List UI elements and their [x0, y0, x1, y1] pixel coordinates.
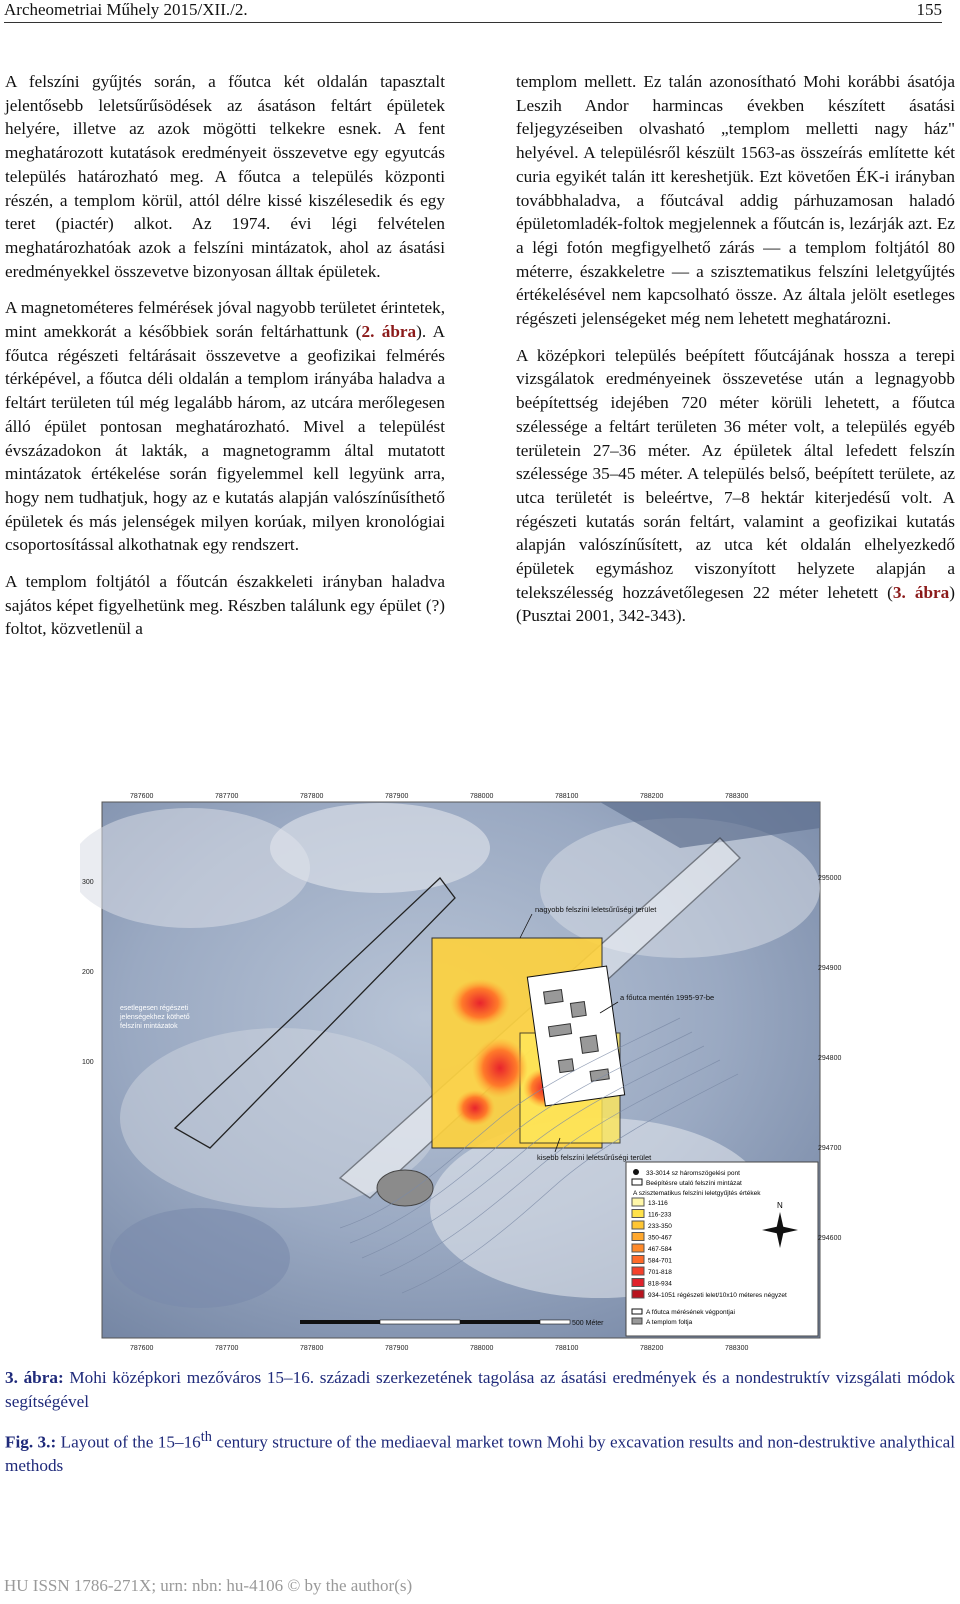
legend-swatch	[632, 1267, 644, 1275]
photo-patch	[80, 808, 310, 928]
paragraph: A középkori település beépített főutcájának hossza a terepi vizsgálatok eredményeinek összevetése után a legnagyobb beépítettség idejében 720 méter körüli lehetett, a főutca szélessége a feltárt területen 36 méter volt, a település egyéb területein 27–36 méter. Az épületek által lefedett felszín szélessége 35–45 méter. A település belső, beépített területe, az utca területét is beleértve, 7–8 hektár kiterjedésű volt. A régészeti kutatás során feltárt, valamint a geofizikai kutatás alapján valószínűsített, az utca két oldalán elhelyezkedő épületek egymáshoz viszonyított helyzete alapján a telekszélesség hozzávetőlegesen 22 méter lehetett (3. ábra) (Pusztai 2001, 342-343).	[516, 345, 956, 626]
label-possible-features: esetlegesen régészeti	[120, 1005, 189, 1012]
tick-label: 788300	[725, 793, 749, 800]
hotspot	[472, 1038, 528, 1098]
journal-title: Archeometriai Műhely 2015/XII./2.	[4, 0, 248, 19]
label-small-zone: kisebb felszíni leletsűrűségi terület	[537, 1153, 652, 1162]
right-column	[516, 70, 955, 641]
tick-label: 294600	[818, 1235, 842, 1242]
figure-reference[interactable]: 3. ábra	[892, 582, 950, 602]
tick-label: 788000	[470, 1345, 494, 1352]
legend-item: 233-350	[648, 1223, 672, 1230]
tick-label: 788300	[725, 1345, 749, 1352]
scale-label: 500 Méter	[572, 1320, 604, 1327]
legend-item: 818-934	[648, 1280, 672, 1288]
tick-label: 294900	[818, 965, 842, 972]
legend-swatch	[632, 1198, 644, 1206]
tick-label: 788100	[555, 793, 579, 800]
tick-label: 788000	[470, 793, 494, 800]
caption-text: century structure of the mediaeval market town Mohi by excavation results and non-destruktive analythical methods	[5, 1432, 956, 1476]
tick-label: 788100	[555, 1345, 579, 1352]
caption-text: Layout of the 15–16	[60, 1432, 201, 1452]
legend-swatch	[632, 1279, 644, 1287]
legend-swatch	[632, 1210, 644, 1218]
caption-hungarian	[5, 1366, 955, 1413]
tick-label: 300	[82, 879, 94, 886]
tick-label: 787800	[300, 793, 324, 800]
label-possible-features: jelenségekhez köthető	[120, 1014, 190, 1021]
legend-item: 350-467	[648, 1234, 672, 1242]
photo-patch	[110, 1208, 290, 1308]
caption-label: 3. ábra:	[5, 1368, 64, 1387]
photo-patch	[270, 803, 490, 893]
legend-item: A főutca mérésének végpontjai	[646, 1309, 735, 1316]
label-large-zone: nagyobb felszíni leletsűrűségi terület	[535, 905, 657, 914]
figure-reference[interactable]: 2. ábra	[361, 322, 417, 342]
north-label: N	[777, 1201, 783, 1210]
label-possible-features: felszíni mintázatok	[120, 1023, 178, 1030]
caption-label: Fig. 3.:	[5, 1432, 57, 1452]
caption-english	[5, 1426, 955, 1478]
running-header	[4, 0, 942, 23]
tick-label: 294800	[818, 1055, 842, 1062]
tick-label: 295000	[818, 875, 842, 882]
tick-label: 787900	[385, 793, 409, 800]
tick-label: 787600	[130, 793, 154, 800]
tick-label: 787600	[130, 1345, 154, 1352]
legend-item: 467-584	[648, 1246, 672, 1253]
page-number: 155	[916, 0, 942, 19]
tick-label: 100	[82, 1059, 94, 1066]
legend-swatch	[632, 1221, 644, 1229]
legend-item: 33-3014 sz háromszögelési pont	[646, 1170, 740, 1177]
church-spot	[377, 1170, 433, 1206]
hotspot	[450, 979, 510, 1027]
tick-label: 200	[82, 969, 94, 976]
legend-swatch	[633, 1169, 639, 1175]
legend-swatch	[632, 1309, 642, 1314]
map-svg	[80, 788, 850, 1354]
tick-label: 788200	[640, 1345, 664, 1352]
legend-item: Beépítésre utaló felszíni mintázat	[646, 1180, 742, 1187]
left-column	[5, 70, 445, 654]
label-excavation: a főutca mentén 1995-97-be	[620, 993, 715, 1002]
legend-swatch	[632, 1233, 644, 1241]
caption-text: Mohi középkori mezőváros 15–16. századi szerkezetének tagolása az ásatási eredmények és a nondestruktív vizsgálati módok segítségével	[5, 1368, 955, 1411]
figure-3-map	[80, 788, 850, 1354]
legend-item: 13-116	[648, 1200, 668, 1207]
footer: HU ISSN 1786-271X; urn: nbn: hu-4106 © by the author(s)	[4, 1576, 413, 1595]
tick-label: 787700	[215, 793, 239, 800]
legend-swatch	[632, 1290, 644, 1298]
legend-swatch	[632, 1256, 644, 1264]
tick-label: 787700	[215, 1345, 239, 1352]
legend-item: 584-701	[648, 1257, 672, 1265]
tick-label: 294700	[818, 1145, 842, 1152]
legend-item: A szisztematikus felszíni leletgyűjtés értékek	[633, 1190, 761, 1197]
tick-label: 787900	[385, 1345, 409, 1352]
paragraph: A felszíni gyűjtés során, a főutca két oldalán tapasztalt jelentősebb leletsűrűsödések az ásatáson feltárt épületek helyére, illetve az azok mögötti telkekre esnek. A fent meghatározott kutatások eredményeit összevetve egy egyutcás település határozható meg. A főutca a település központi részén, a templom körül, attól délre kissé kiszélesedik és egy teret (piactér) alkot. Az 1974. évi légi felvételen meghatározhatóak azok a felszíni mintázatok, ahol az ásatási eredményekkel összevetve bizonyosan álltak épületek.	[5, 72, 445, 281]
legend-swatch	[632, 1244, 644, 1252]
legend-item: A templom foltja	[646, 1319, 693, 1326]
paragraph: A magnetométeres felmérések jóval nagyobb területet érintetek, mint amekkorát a későbbiek során feltárhattunk (2. ábra). A főutca régészeti feltárásait összevetve a geofizikai felmérés térképével, a főutca déli oldalán a templom irányába haladva a feltárt területen túl még legalább három, az utcára merőlegesen álló épület pontosan meghatározható. Mivel a települést évszázadokon át lakták, a magnetogramm által mutatott mintázatok értékelése során figyelemmel kell legyünk arra, hogy nem tudhatjuk, hogy az e kutatás alapján valószínűsíthető épületek és más jelenségek milyen korúak, milyen kronológiai csoportosítással alkothatnak egy rendszert.	[5, 298, 445, 555]
legend	[626, 1162, 818, 1336]
legend-item: 701-818	[648, 1269, 672, 1276]
legend-item: 934-1051 régészeti lelet/10x10 méteres négyzet	[648, 1292, 787, 1299]
paragraph: A templom foltjától a főutcán északkeleti irányban haladva sajátos képet figyelhetünk meg. Részben találunk egy épület (?) foltot, közvetlenül a	[5, 572, 445, 639]
hotspot	[455, 1090, 495, 1126]
paragraph: templom mellett. Ez talán azonosítható Mohi korábbi ásatója Leszih Andor harmincas években készített ásatási feljegyzéseiben olvasható „templom melletti nagy ház" helyével. A településről készült 1563-as összeírás említette két curia egyikét talán itt kereshetjük. Ezt követően ÉK-i irányban továbbhaladva, a főutcával addig párhuzamosan haladó épületomladék-foltok megjelennek a főutcán is, lezárják azt. Ez a légi fotón megfigyelhető zárás — a templom foltjától 80 méterre, északkeletre — a szisztematikus felszíni leletgyűjtés értékelésével nem kapcsolható össze. Az általa jelölt esetleges régészeti jelenségeket még nem lehetett meghatározni.	[516, 72, 955, 329]
tick-label: 787800	[300, 1345, 324, 1352]
legend-swatch	[632, 1318, 642, 1324]
tick-label: 788200	[640, 793, 664, 800]
caption-sup: th	[200, 1429, 212, 1445]
legend-item: 116-233	[648, 1211, 672, 1219]
